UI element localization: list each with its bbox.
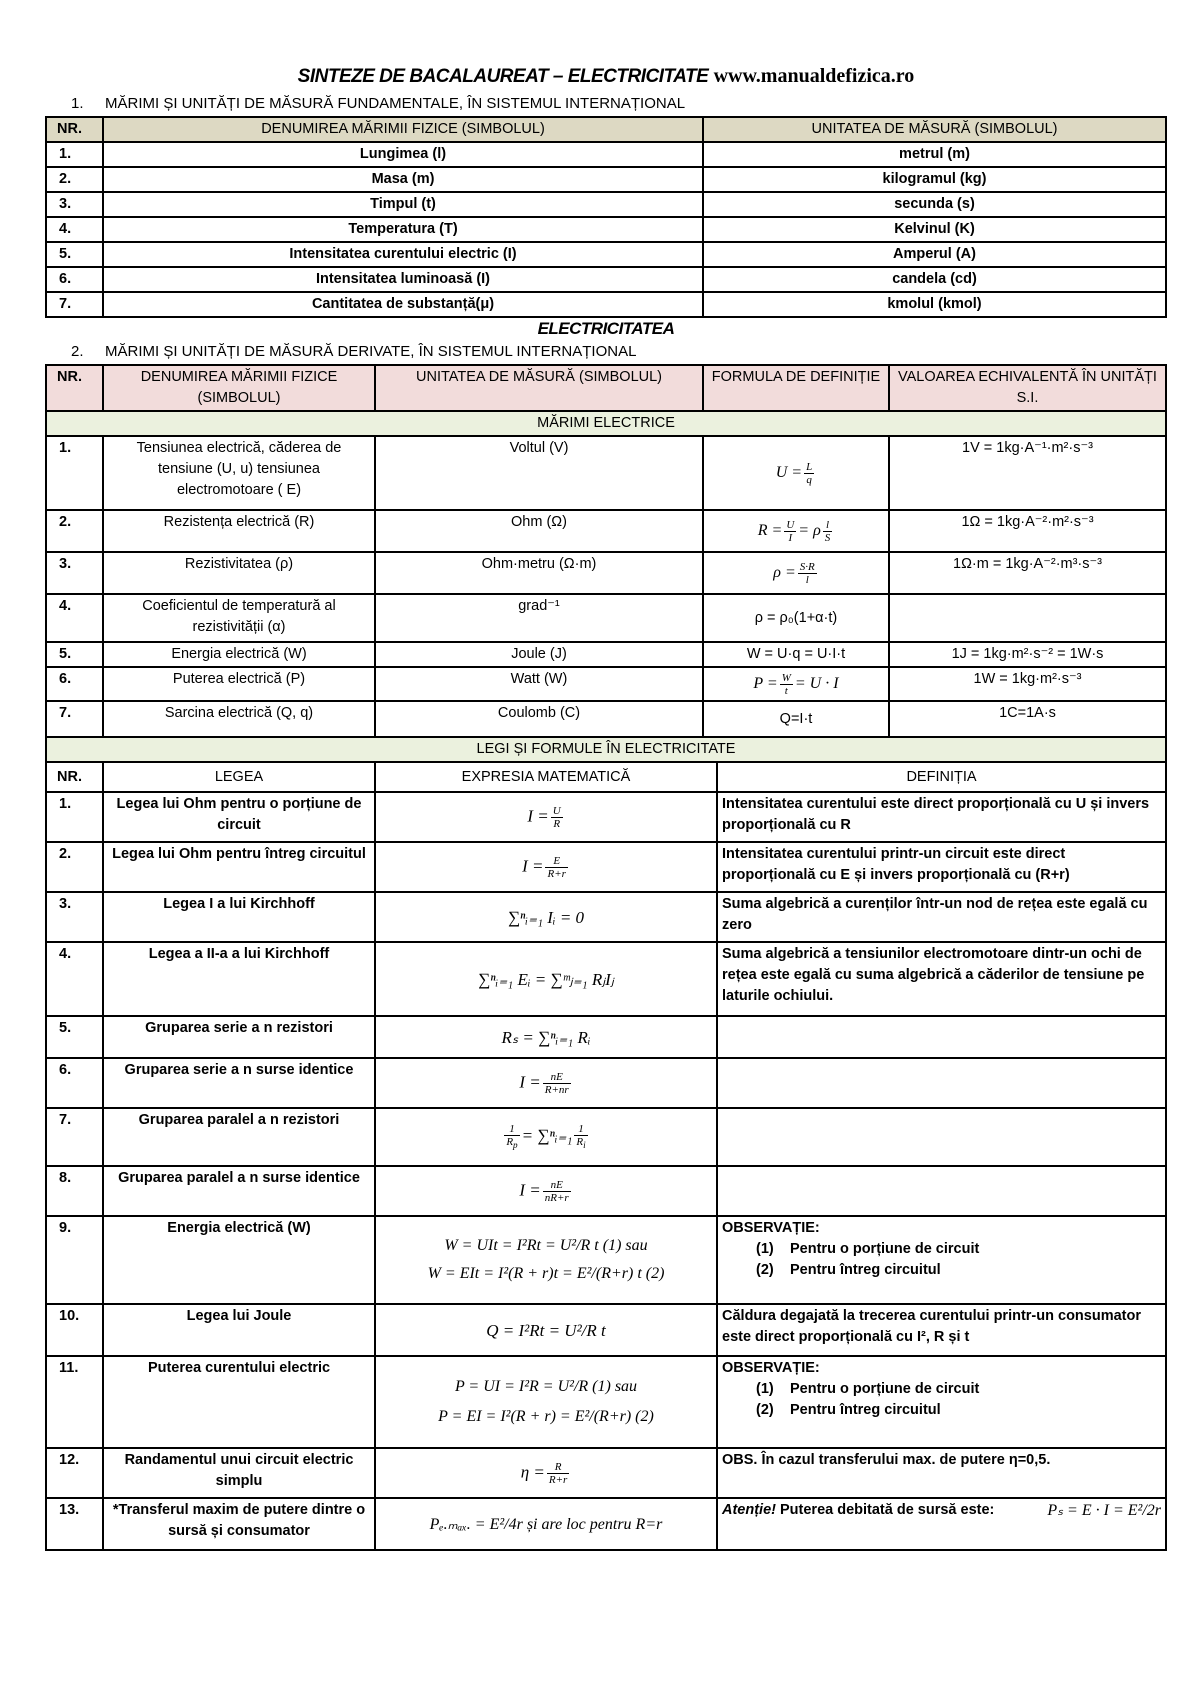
quantity-name: Intensitatea curentului electric (I) (103, 242, 703, 267)
table-row (46, 1448, 1166, 1498)
math-expression (375, 1216, 717, 1304)
math-expression (375, 1356, 717, 1448)
math-expression: Pₑ.ₘₐₓ. = E²/4r și are loc pentru R=r (375, 1498, 717, 1550)
math-expression: I = $\frac{nE}{R+nr}$ (375, 1058, 717, 1108)
column-header: LEGEA (103, 762, 375, 792)
attention-formula: Pₛ = E · I = E²/2r (1047, 1502, 1161, 1519)
section-2-number: 2. (71, 343, 84, 360)
definition-formula: Q=I·t (703, 701, 889, 737)
document-title (45, 60, 1167, 92)
table-row (46, 642, 1166, 667)
table-row (46, 1016, 1166, 1058)
table-row (46, 552, 1166, 594)
table-row (46, 436, 1166, 510)
attention-label: Atenție! (722, 1502, 776, 1518)
observation-key: (1) (756, 1381, 774, 1397)
law-definition: Suma algebrică a curenților într-un nod de rețea este egală cu zero (717, 892, 1166, 942)
unit-name: secunda (s) (703, 192, 1166, 217)
row-number: 6. (46, 667, 103, 701)
law-definition (717, 1108, 1166, 1166)
definition-formula: ρ = ρ₀(1+α·t) (703, 594, 889, 642)
website-text: www.manualdefizica.ro (713, 65, 915, 87)
definition-formula: W = U·q = U·I·t (703, 642, 889, 667)
row-number: 3. (46, 192, 103, 217)
table-row (46, 842, 1166, 892)
quantity-name: Rezistivitatea (ρ) (103, 552, 375, 594)
table-row (46, 142, 1166, 167)
table-row (46, 1304, 1166, 1356)
column-header: UNITATEA DE MĂSURĂ (SIMBOLUL) (703, 117, 1166, 142)
column-header: NR. (46, 762, 103, 792)
law-definition: Căldura degajată la trecerea curentului printr-un consumator este direct proporțională cu I², R și t (717, 1304, 1166, 1356)
row-number: 5. (46, 642, 103, 667)
observation-text: Pentru o porțiune de circuit (790, 1381, 980, 1397)
row-number: 6. (46, 1058, 103, 1108)
definition-formula: P = $\frac{W}{t}$ = U · I (703, 667, 889, 701)
expression-line-1: P = UI = I²R = U²/R (1) sau (454, 1378, 638, 1395)
law-name: Gruparea paralel a n rezistori (103, 1108, 375, 1166)
fundamental-units-table (45, 116, 1167, 318)
column-header: NR. (46, 117, 103, 142)
law-name: Legea lui Ohm pentru o porțiune de circuit (103, 792, 375, 842)
quantity-name: Masa (m) (103, 167, 703, 192)
quantity-name: Puterea electrică (P) (103, 667, 375, 701)
table-row (46, 594, 1166, 642)
column-header: UNITATEA DE MĂSURĂ (SIMBOLUL) (375, 365, 703, 411)
table-row (46, 1166, 1166, 1216)
row-number: 3. (46, 552, 103, 594)
table-row (46, 1216, 1166, 1304)
table-header-row (46, 762, 1166, 792)
unit-name: grad⁻¹ (375, 594, 703, 642)
row-number: 7. (46, 701, 103, 737)
unit-name: kmolul (kmol) (703, 292, 1166, 317)
unit-name: metrul (m) (703, 142, 1166, 167)
quantity-name: Intensitatea luminoasă (I) (103, 267, 703, 292)
column-header: DENUMIREA MĂRIMII FIZICE (SIMBOLUL) (103, 365, 375, 411)
law-definition (717, 1498, 1166, 1550)
si-equivalent: 1V = 1kg·A⁻¹·m²·s⁻³ (889, 436, 1166, 510)
quantity-name: Lungimea (l) (103, 142, 703, 167)
row-number: 4. (46, 217, 103, 242)
law-name: Randamentul unui circuit electric simplu (103, 1448, 375, 1498)
unit-name: Coulomb (C) (375, 701, 703, 737)
table-row (46, 792, 1166, 842)
table-row (46, 242, 1166, 267)
row-number: 3. (46, 892, 103, 942)
law-definition: OBS. În cazul transferului max. de putere η=0,5. (717, 1448, 1166, 1498)
unit-name: Amperul (A) (703, 242, 1166, 267)
law-definition: Intensitatea curentului este direct proporțională cu U și invers proporțională cu R (717, 792, 1166, 842)
definition-formula: U = $\frac{L}{q}$ (703, 436, 889, 510)
table-row (46, 1498, 1166, 1550)
row-number: 2. (46, 167, 103, 192)
math-expression: ∑ⁿᵢ₌₁ Eᵢ = ∑ᵐⱼ₌₁ RⱼIⱼ (375, 942, 717, 1016)
law-definition (717, 1058, 1166, 1108)
table-header-row (46, 117, 1166, 142)
row-number: 5. (46, 242, 103, 267)
table-header-row (46, 365, 1166, 411)
column-header: FORMULA DE DEFINIȚIE (703, 365, 889, 411)
si-equivalent: 1C=1A·s (889, 701, 1166, 737)
quantity-name: Cantitatea de substanță(μ) (103, 292, 703, 317)
unit-name: Ohm (Ω) (375, 510, 703, 552)
law-definition (717, 1016, 1166, 1058)
table-row (46, 267, 1166, 292)
quantity-name: Tensiunea electrică, căderea de tensiune (U, u) tensiunea electromotoare ( E) (103, 436, 375, 510)
table-row (46, 192, 1166, 217)
group-row (46, 411, 1166, 436)
derived-units-table (45, 364, 1167, 738)
row-number: 13. (46, 1498, 103, 1550)
table-row (46, 892, 1166, 942)
electricity-heading: ELECTRICITATEA (537, 319, 675, 338)
row-number: 11. (46, 1356, 103, 1448)
section-1-title (45, 92, 1167, 116)
row-number: 8. (46, 1166, 103, 1216)
math-expression: I = $\frac{E}{R+r}$ (375, 842, 717, 892)
row-number: 6. (46, 267, 103, 292)
column-header: DEFINIȚIA (717, 762, 1166, 792)
si-equivalent: 1Ω = 1kg·A⁻²·m²·s⁻³ (889, 510, 1166, 552)
section-1-number: 1. (71, 95, 84, 112)
column-header: DENUMIREA MĂRIMII FIZICE (SIMBOLUL) (103, 117, 703, 142)
law-observation (717, 1216, 1166, 1304)
math-expression: Rₛ = ∑ⁿᵢ₌₁ Rᵢ (375, 1016, 717, 1058)
unit-name: kilogramul (kg) (703, 167, 1166, 192)
si-equivalent (889, 594, 1166, 642)
section-2-heading: MĂRIMI ȘI UNITĂȚI DE MĂSURĂ DERIVATE, ÎN SISTEMUL INTERNAȚIONAL (105, 343, 637, 360)
definition-formula: ρ = $\frac{S\cdot R}{l}$ (703, 552, 889, 594)
quantity-name: Timpul (t) (103, 192, 703, 217)
quantity-name: Sarcina electrică (Q, q) (103, 701, 375, 737)
observation-title: OBSERVAȚIE: (722, 1220, 820, 1236)
math-expression: I = $\frac{nE}{nR+r}$ (375, 1166, 717, 1216)
column-header: NR. (46, 365, 103, 411)
column-header: EXPRESIA MATEMATICĂ (375, 762, 717, 792)
expression-line-1: W = UIt = I²Rt = U²/R t (1) sau (444, 1237, 648, 1254)
si-equivalent: 1J = 1kg·m²·s⁻² = 1W·s (889, 642, 1166, 667)
unit-name: Joule (J) (375, 642, 703, 667)
row-number: 1. (46, 792, 103, 842)
si-equivalent: 1W = 1kg·m²·s⁻³ (889, 667, 1166, 701)
table-row (46, 1356, 1166, 1448)
section-2-title (45, 340, 1167, 364)
group-row (46, 737, 1166, 762)
table-row (46, 701, 1166, 737)
row-number: 1. (46, 142, 103, 167)
law-name: Legea lui Ohm pentru întreg circuitul (103, 842, 375, 892)
law-definition (717, 1166, 1166, 1216)
math-expression: ∑ⁿᵢ₌₁ Iᵢ = 0 (375, 892, 717, 942)
law-observation (717, 1356, 1166, 1448)
laws-table (45, 736, 1167, 1551)
si-equivalent: 1Ω·m = 1kg·A⁻²·m³·s⁻³ (889, 552, 1166, 594)
observation-text: Pentru o porțiune de circuit (790, 1241, 980, 1257)
row-number: 7. (46, 292, 103, 317)
observation-key: (2) (756, 1262, 774, 1278)
law-name: Energia electrică (W) (103, 1216, 375, 1304)
expression-line-2: W = EIt = I²(R + r)t = E²/(R+r) t (2) (427, 1265, 665, 1282)
title-text: SINTEZE DE BACALAUREAT – ELECTRICITATE (297, 66, 709, 87)
attention-text: Puterea debitată de sursă este: (780, 1502, 995, 1518)
quantity-name: Coeficientul de temperatură al rezistivității (α) (103, 594, 375, 642)
quantity-name: Energia electrică (W) (103, 642, 375, 667)
math-expression: $\frac{1}{R_p}$ = ∑ⁿᵢ₌₁ $\frac{1}{R_i}$ (375, 1108, 717, 1166)
law-definition: Suma algebrică a tensiunilor electromotoare dintr-un ochi de rețea este egală cu suma algebrică a căderilor de tensiune pe laturile ochiului. (717, 942, 1166, 1016)
expression-line-2: P = EI = I²(R + r) = E²/(R+r) (2) (438, 1408, 654, 1425)
row-number: 9. (46, 1216, 103, 1304)
row-number: 2. (46, 842, 103, 892)
law-name: Gruparea paralel a n surse identice (103, 1166, 375, 1216)
unit-name: Watt (W) (375, 667, 703, 701)
law-name: Puterea curentului electric (103, 1356, 375, 1448)
table-row (46, 292, 1166, 317)
math-expression: Q = I²Rt = U²/R t (375, 1304, 717, 1356)
row-number: 5. (46, 1016, 103, 1058)
unit-name: Kelvinul (K) (703, 217, 1166, 242)
law-name: Legea lui Joule (103, 1304, 375, 1356)
quantity-name: Temperatura (T) (103, 217, 703, 242)
math-expression: η = $\frac{R}{R+r}$ (375, 1448, 717, 1498)
row-number: 4. (46, 594, 103, 642)
column-header: VALOAREA ECHIVALENTĂ ÎN UNITĂȚI S.I. (889, 365, 1166, 411)
law-name: Legea a II-a a lui Kirchhoff (103, 942, 375, 1016)
table-row (46, 217, 1166, 242)
observation-text: Pentru întreg circuitul (790, 1262, 941, 1278)
row-number: 1. (46, 436, 103, 510)
law-name: Gruparea serie a n surse identice (103, 1058, 375, 1108)
table-row (46, 942, 1166, 1016)
law-definition: Intensitatea curentului printr-un circuit este direct proporțională cu E și invers proporțională cu (R+r) (717, 842, 1166, 892)
observation-text: Pentru întreg circuitul (790, 1402, 941, 1418)
observation-key: (1) (756, 1241, 774, 1257)
unit-name: Voltul (V) (375, 436, 703, 510)
unit-name: Ohm·metru (Ω·m) (375, 552, 703, 594)
table-row (46, 167, 1166, 192)
observation-key: (2) (756, 1402, 774, 1418)
group-label: MĂRIMI ELECTRICE (46, 411, 1166, 436)
row-number: 2. (46, 510, 103, 552)
row-number: 10. (46, 1304, 103, 1356)
document-page (45, 60, 1167, 1551)
table-row (46, 510, 1166, 552)
observation-title: OBSERVAȚIE: (722, 1360, 820, 1376)
section-1-heading: MĂRIMI ȘI UNITĂȚI DE MĂSURĂ FUNDAMENTALE, ÎN SISTEMUL INTERNAȚIONAL (105, 95, 686, 112)
unit-name: candela (cd) (703, 267, 1166, 292)
group-label: LEGI ȘI FORMULE ÎN ELECTRICITATE (46, 737, 1166, 762)
law-name: Gruparea serie a n rezistori (103, 1016, 375, 1058)
row-number: 7. (46, 1108, 103, 1166)
law-name: Legea I a lui Kirchhoff (103, 892, 375, 942)
table-row (46, 1108, 1166, 1166)
math-expression: I = $\frac{U}{R}$ (375, 792, 717, 842)
table-row (46, 1058, 1166, 1108)
row-number: 4. (46, 942, 103, 1016)
quantity-name: Rezistența electrică (R) (103, 510, 375, 552)
definition-formula: R = $\frac{U}{I}$ = ρ $\frac{l}{S}$ (703, 510, 889, 552)
law-name: *Transferul maxim de putere dintre o sursă și consumator (103, 1498, 375, 1550)
row-number: 12. (46, 1448, 103, 1498)
table-row (46, 667, 1166, 701)
